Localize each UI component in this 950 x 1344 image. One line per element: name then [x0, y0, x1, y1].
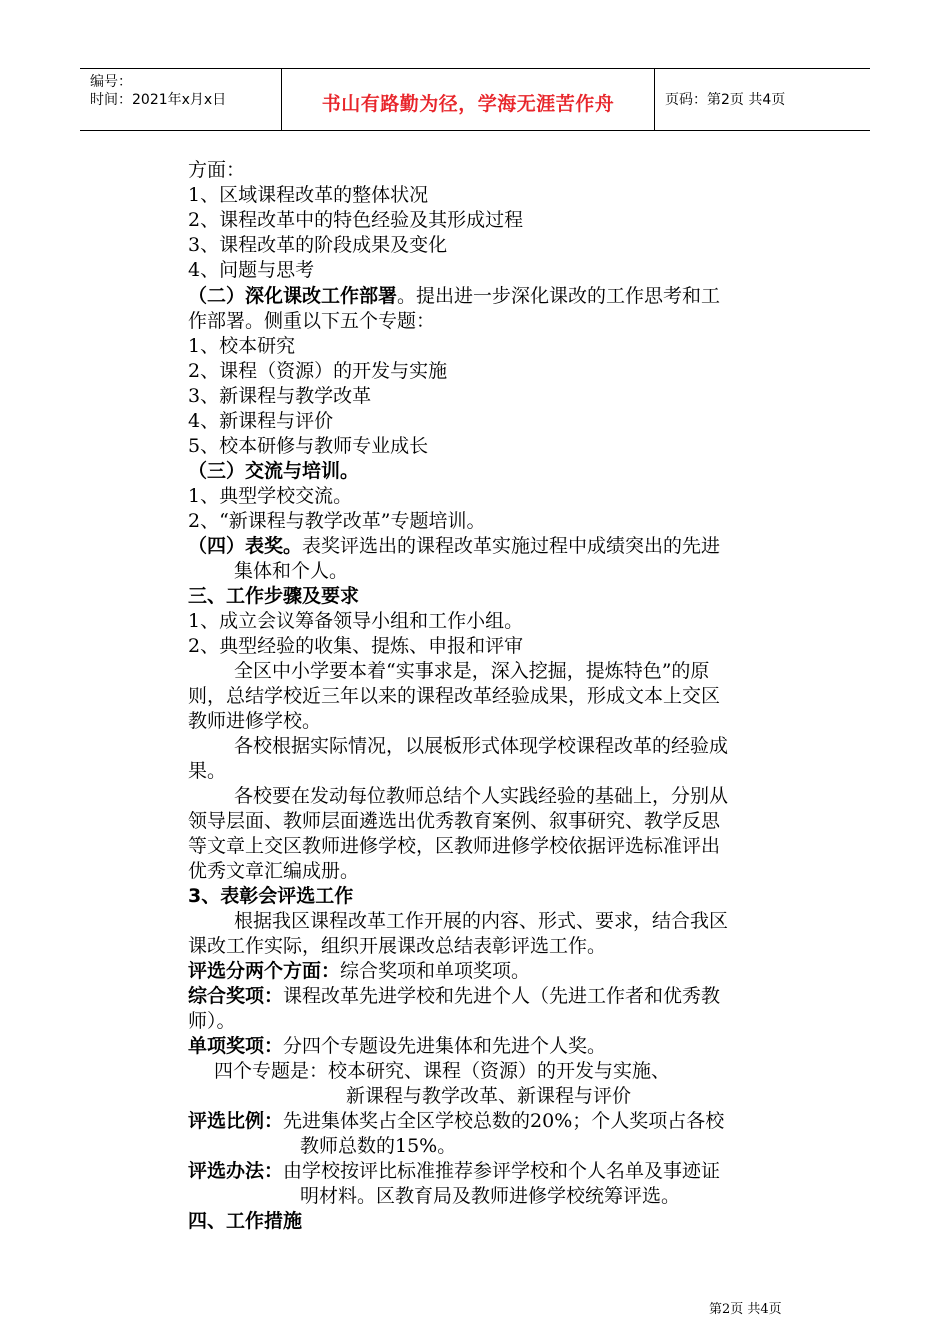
- text-line: 3、新课程与教学改革: [188, 385, 372, 407]
- section-heading-line: [188, 1206, 808, 1233]
- text-line: 2、“新课程与教学改革”专题培训。: [188, 510, 486, 532]
- text-line: 则，总结学校近三年以来的课程改革经验成果，形成文本上交区: [188, 685, 721, 707]
- section-heading: （三）交流与培训。: [188, 460, 360, 482]
- text-line: 教师进修学校。: [188, 710, 322, 732]
- document-time-label: 时间：2021年x月x日: [90, 92, 227, 108]
- section-heading: 三、工作步骤及要求: [188, 585, 360, 607]
- bold-label: 评选比例：: [188, 1110, 284, 1132]
- text-line: 5、校本研修与教师专业成长: [188, 435, 429, 457]
- section-heading: 3、表彰会评选工作: [188, 885, 354, 907]
- document-number-label: 编号：: [90, 74, 132, 90]
- section-heading: （二）深化课改工作部署: [188, 285, 398, 307]
- labeled-line: 综合奖项：课程改革先进学校和先进个人（先进工作者和优秀教: [188, 985, 721, 1007]
- text-line: 各校根据实际情况，以展板形式体现学校课程改革的经验成: [234, 735, 729, 757]
- header-motto-cell: [281, 69, 655, 130]
- section-heading-line: （四）表奖。表奖评选出的课程改革实施过程中成绩突出的先进: [188, 535, 721, 557]
- text-line: 作部署。侧重以下五个专题：: [188, 310, 436, 332]
- header-page-number: 页码：第2页 共4页: [665, 92, 786, 108]
- text-line: 集体和个人。: [234, 560, 349, 582]
- labeled-line: 评选分两个方面：综合奖项和单项奖项。: [188, 960, 531, 982]
- text-line: 课改工作实际，组织开展课改总结表彰评选工作。: [188, 935, 607, 957]
- text-line: 新课程与教学改革、新课程与评价: [346, 1085, 632, 1107]
- text-line: 教师总数的15%。: [300, 1135, 457, 1157]
- labeled-line: 评选比例：先进集体奖占全区学校总数的20%；个人奖项占各校: [188, 1110, 725, 1132]
- text-line: 根据我区课程改革工作开展的内容、形式、要求，结合我区: [234, 910, 729, 932]
- text-line: 4、新课程与评价: [188, 410, 334, 432]
- text-line: 师）。: [188, 1010, 236, 1032]
- section-heading-line: [188, 581, 808, 608]
- text-line: 等文章上交区教师进修学校，区教师进修学校依据评选标准评出: [188, 835, 721, 857]
- text-line: 明材料。区教育局及教师进修学校统筹评选。: [300, 1185, 681, 1207]
- header-info-cell: [80, 69, 281, 130]
- text-line: 果。: [188, 760, 227, 782]
- text-line: 四个专题是：校本研究、课程（资源）的开发与实施、: [214, 1060, 671, 1082]
- header-motto: 书山有路勤为径，学海无涯苦作舟: [321, 93, 615, 115]
- page-header: [80, 68, 870, 131]
- text-line: 2、课程（资源）的开发与实施: [188, 360, 448, 382]
- section-heading: （四）表奖。: [188, 535, 303, 557]
- text-line: 2、典型经验的收集、提炼、申报和评审: [188, 635, 524, 657]
- bold-label: 单项奖项：: [188, 1035, 284, 1057]
- labeled-line: 单项奖项：分四个专题设先进集体和先进个人奖。: [188, 1035, 607, 1057]
- header-page-cell: [655, 69, 870, 130]
- text-line: 1、区域课程改革的整体状况: [188, 184, 429, 206]
- text-line: 方面：: [188, 159, 246, 181]
- footer-page-number: 第2页 共4页: [709, 1302, 782, 1317]
- text-line: 4、问题与思考: [188, 259, 315, 281]
- text-line: 各校要在发动每位教师总结个人实践经验的基础上，分别从: [234, 785, 729, 807]
- section-heading: 四、工作措施: [188, 1210, 303, 1232]
- text-line: 领导层面、教师层面遴选出优秀教育案例、叙事研究、教学反思: [188, 810, 721, 832]
- section-heading-line: [188, 456, 808, 483]
- text-line: 2、课程改革中的特色经验及其形成过程: [188, 209, 524, 231]
- text-line: 3、课程改革的阶段成果及变化: [188, 234, 448, 256]
- section-heading-line: （二）深化课改工作部署。提出进一步深化课改的工作思考和工: [188, 285, 721, 307]
- text-line: 优秀文章汇编成册。: [188, 860, 360, 882]
- text-line: 1、校本研究: [188, 335, 296, 357]
- bold-label: 综合奖项：: [188, 985, 284, 1007]
- text-line: 全区中小学要本着“实事求是，深入挖掘，提炼特色”的原: [234, 660, 710, 682]
- text-line: 1、典型学校交流。: [188, 485, 353, 507]
- labeled-line: 评选办法：由学校按评比标准推荐参评学校和个人名单及事迹证: [188, 1160, 721, 1182]
- section-heading-line: [188, 881, 808, 908]
- bold-label: 评选办法：: [188, 1160, 284, 1182]
- text-line: 1、成立会议筹备领导小组和工作小组。: [188, 610, 524, 632]
- bold-label: 评选分两个方面：: [188, 960, 341, 982]
